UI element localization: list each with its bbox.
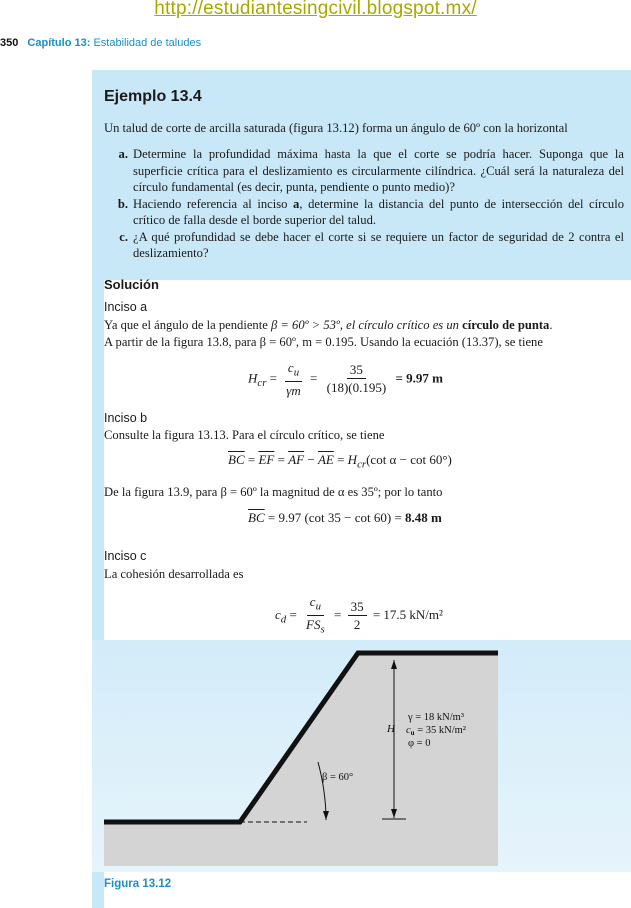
slope-figure	[92, 640, 631, 872]
page-header	[0, 37, 201, 49]
item-b	[104, 196, 624, 229]
item-text: Determine la profundidad máxima hasta la que el corte se podría hacer. Suponga que la superficie crítica para el deslizamiento es circularmente cilíndrica. ¿Cuál será la naturaleza del círculo fundamental (es decir, punta, pendiente o punto medio)?	[133, 147, 624, 194]
item-text: Haciendo referencia al inciso a, determine la distancia del punto de intersección del círculo crítico de falla desde el borde superior del talud.	[133, 196, 624, 227]
item-c	[104, 229, 624, 262]
example-intro: Un talud de corte de arcilla saturada (figura 13.12) forma un ángulo de 60º con la horizontal	[104, 121, 568, 135]
label-cu: cu = 35 kN/m²	[406, 725, 466, 737]
inciso-a-text: Ya que el ángulo de la pendiente β = 60º > 53º, el círculo crítico es un círculo de punta. A partir de la figura 13.8, para β = 60º, m = 0.195. Usando la ecuación (13.37), se tiene	[104, 318, 553, 349]
item-label: c.	[119, 229, 128, 244]
inciso-a-heading: Inciso a	[104, 300, 148, 314]
inciso-b-text-2: De la figura 13.9, para β = 60º la magnitud de α es 35º; por lo tanto	[104, 485, 443, 499]
inciso-c-text: La cohesión desarrollada es	[104, 567, 244, 581]
inciso-c-heading: Inciso c	[104, 549, 147, 563]
equation-bc: $\overline{BC} = \overline{EF} = \overline{AF} - \overline{AE} = H_{cr}(\cot$ α − cot 60°)	[228, 452, 452, 471]
page-number: 350	[0, 37, 19, 49]
label-phi: φ = 0	[408, 738, 431, 749]
equation-hcr: $H_{cr}$ = $\frac{c_u}{\gamma m}$ = $\frac{35}{(18)(0.195)}$ = 9.97 m	[248, 360, 443, 398]
figure-caption: Figura 13.12	[104, 878, 172, 890]
inciso-b-text: Consulte la figura 13.13. Para el círculo crítico, se tiene	[104, 428, 385, 442]
equation-cd: $c_d$ = $\frac{c_u}{FS_s}$ = $\frac{35}{2}$ = 17.5 kN/m²	[275, 594, 443, 636]
source-url[interactable]: http://estudiantesingcivil.blogspot.mx/	[154, 0, 477, 19]
example-title: Ejemplo 13.4	[104, 88, 202, 105]
label-H: H	[387, 723, 395, 735]
label-gamma: γ = 18 kN/m³	[408, 712, 465, 723]
chapter-label: Capítulo 13:	[27, 37, 91, 49]
item-label: b.	[117, 196, 128, 211]
equation-bc-result: $\overline{BC} = 9.97$ (cot 35 − cot 60) = 8.48 m	[248, 510, 442, 525]
item-text: ¿A qué profundidad se debe hacer el corte si se requiere un factor de seguridad de 2 contra el deslizamiento?	[133, 229, 624, 260]
inciso-b-heading: Inciso b	[104, 411, 148, 425]
label-beta: β = 60°	[322, 772, 354, 783]
chapter-title: Estabilidad de taludes	[93, 37, 202, 49]
item-label: a.	[118, 147, 128, 161]
example-items	[104, 146, 624, 262]
item-a	[104, 146, 624, 196]
solution-heading: Solución	[104, 277, 159, 292]
